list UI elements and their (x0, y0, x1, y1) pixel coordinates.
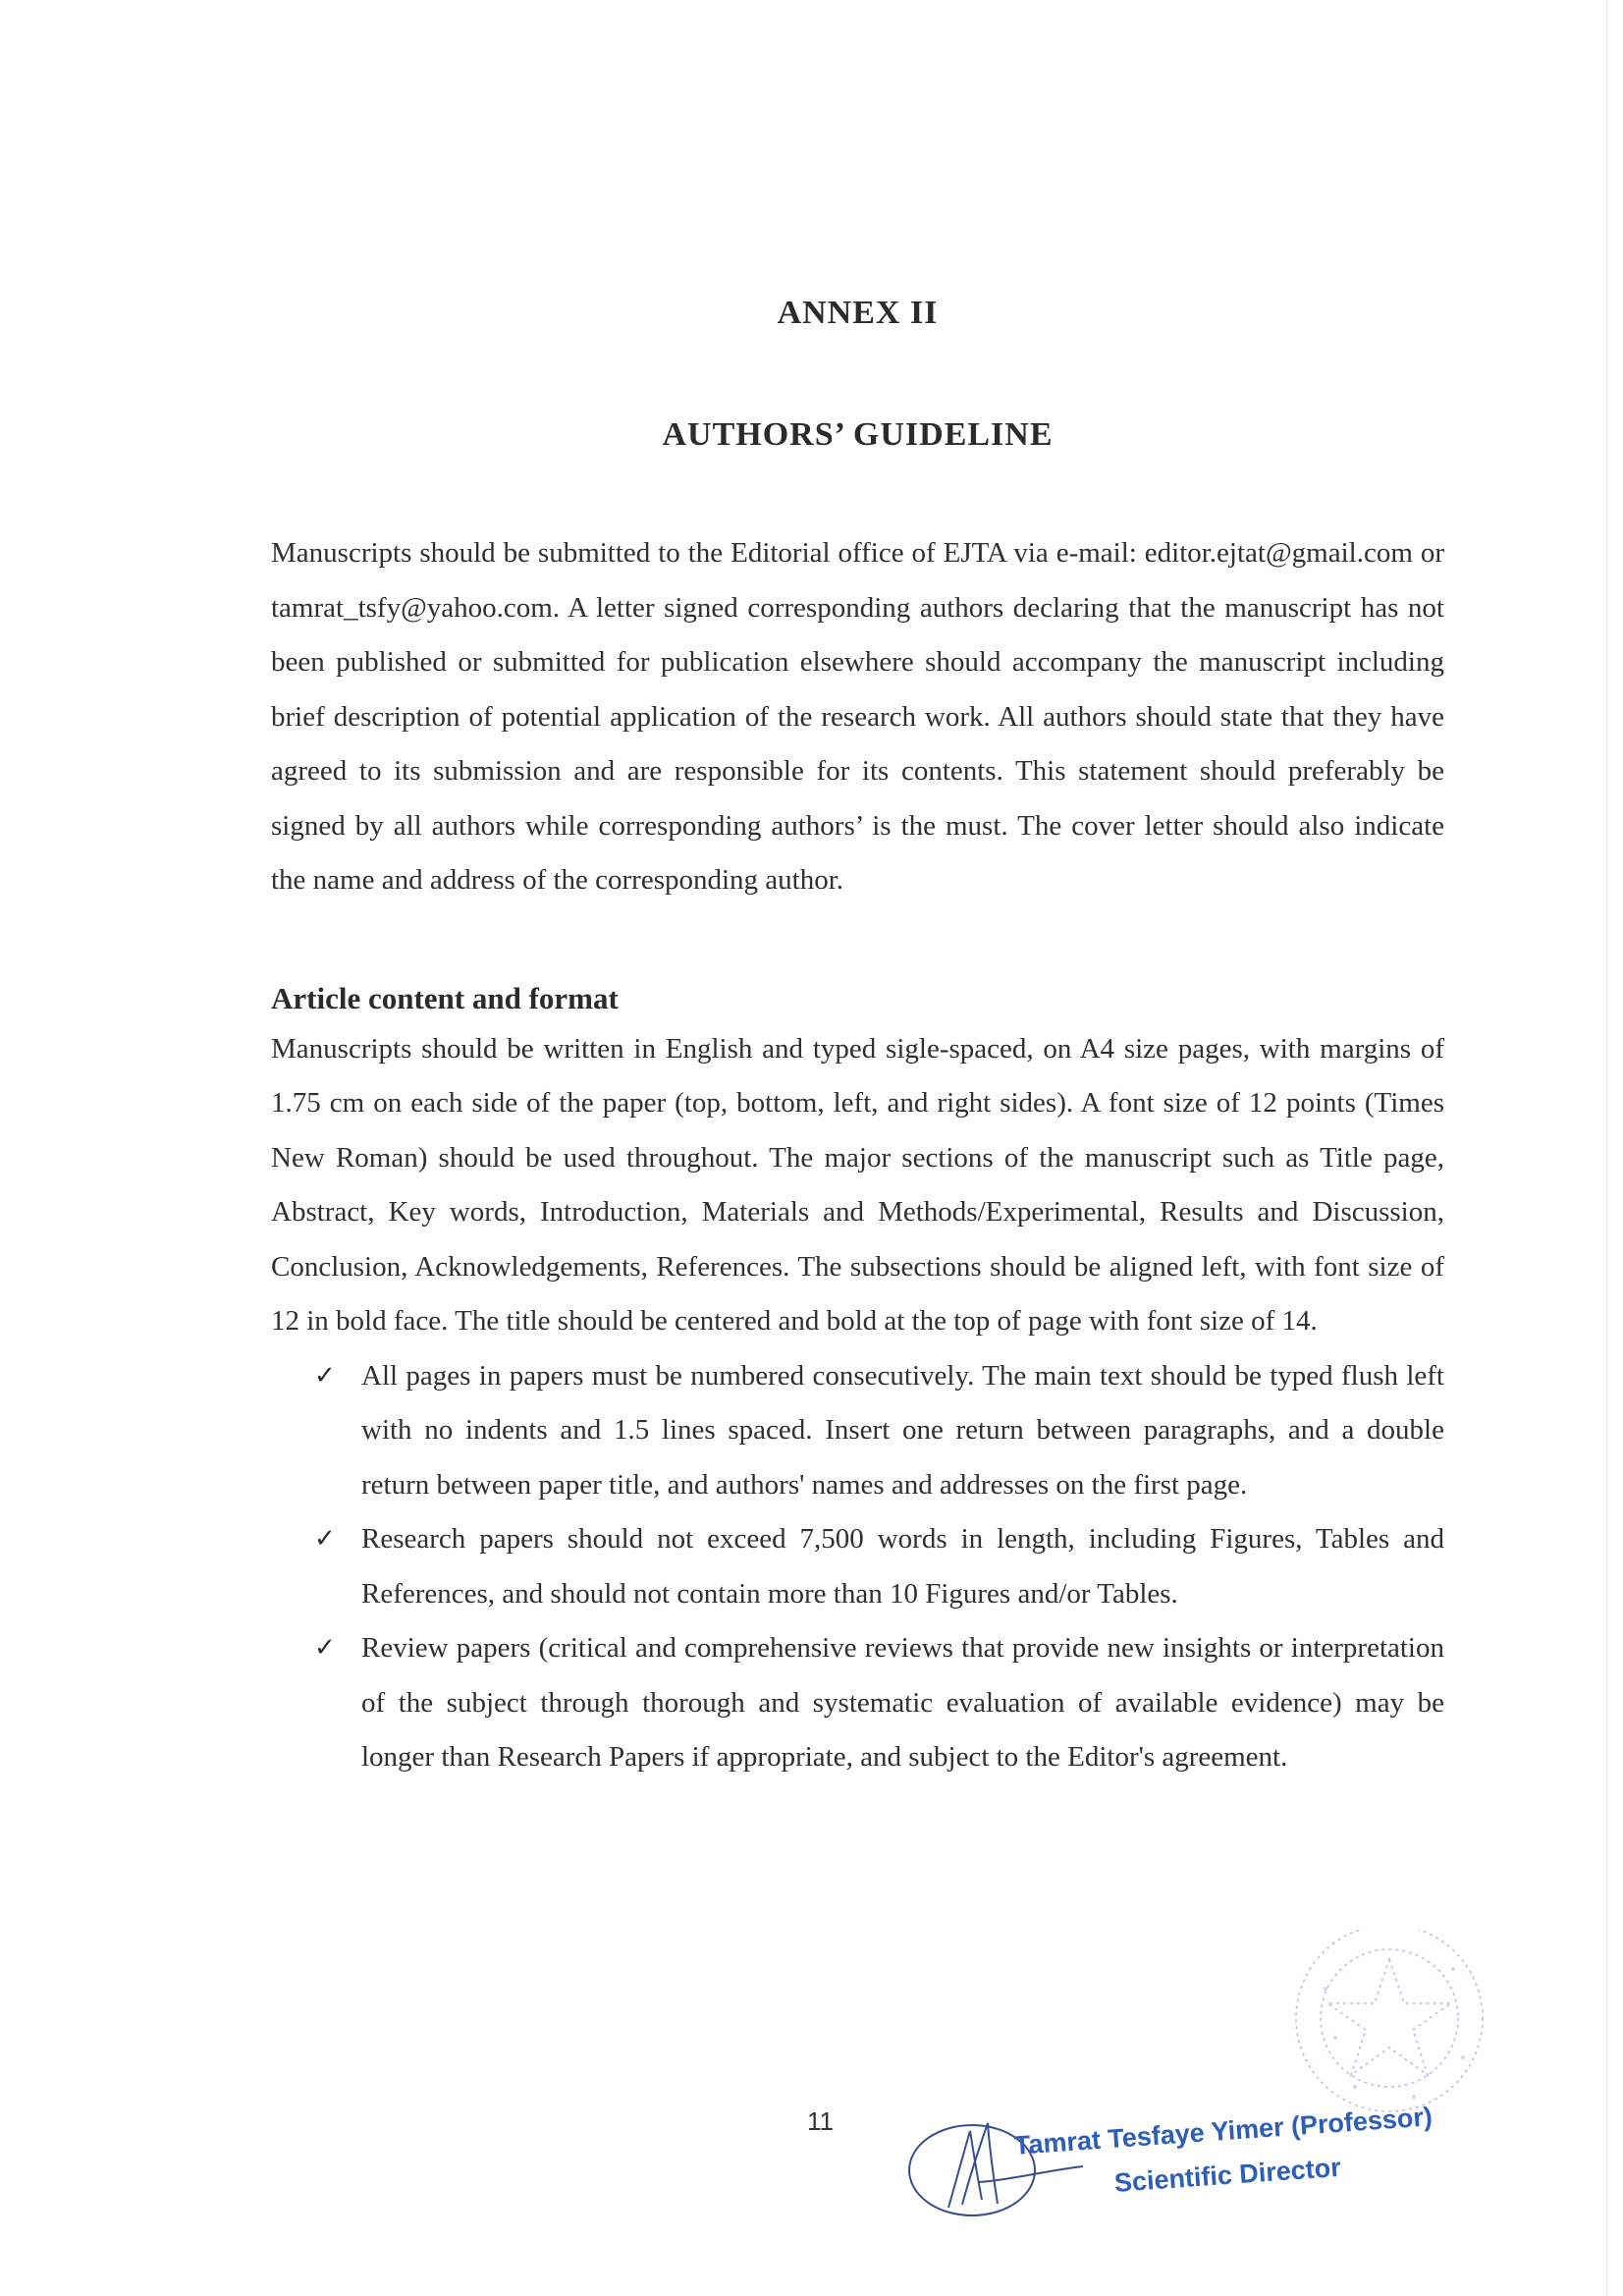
signatory-title: Scientific Director (1113, 2152, 1342, 2198)
guideline-title: AUTHORS’ GUIDELINE (662, 416, 1054, 453)
page-edge-line (1606, 0, 1607, 2296)
intro-paragraph: Manuscripts should be submitted to the Editorial office of EJTA via e-mail: editor.ejtat@gmail.com or tamrat_tsfy@yahoo.com. A letter signed corresponding authors declaring that the manuscript has not been published or submitted for publication elsewhere should accompany the manuscript including brief description of potential application of the research work. All authors should state that they have agreed to its submission and are responsible for its contents. This statement should preferably be signed by all authors while corresponding authors’ is the must. The cover letter should also indicate the name and address of the corresponding author. (271, 537, 1444, 896)
section-heading-article-content: Article content and format (271, 980, 619, 1015)
checklist-item (271, 1349, 1444, 1513)
annex-title: ANNEX II (777, 295, 939, 331)
checklist-item (271, 1512, 1444, 1621)
checkmark-icon: ✓ (314, 1360, 336, 1391)
checkmark-icon: ✓ (314, 1633, 336, 1663)
page-number: 11 (807, 2106, 834, 2136)
format-paragraph: Manuscripts should be written in English and typed sigle-spaced, on A4 size pages, with margins of 1.75 cm on each side of the paper (top, bottom, left, and right sides). A font size of 12 points (Times New Roman) should be used throughout. The major sections of the manuscript such as Title page, Abstract, Key words, Introduction, Materials and Methods/Experimental, Results and Discussion, Conclusion, Acknowledgements, References. The subsections should be aligned left, with font size of 12 in bold face. The title should be centered and bold at the top of page with font size of 14. (271, 1032, 1444, 1337)
checklist-item-text: Research papers should not exceed 7,500 words in length, including Figures, Tables and References, and should not contain more than 10 Figures and/or Tables. (361, 1523, 1444, 1610)
checklist-item (271, 1621, 1444, 1785)
checklist-item-text: All pages in papers must be numbered consecutively. The main text should be typed flush left with no indents and 1.5 lines spaced. Insert one return between paragraphs, and a double return between paper title, and authors' names and addresses on the first page. (361, 1359, 1444, 1501)
guideline-checklist (271, 1349, 1444, 1785)
document-body (271, 295, 1444, 1785)
checkmark-icon: ✓ (314, 1524, 336, 1554)
signatory-name: Tamrat Tesfaye Yimer (Professor) (1013, 2102, 1434, 2160)
checklist-item-text: Review papers (critical and comprehensive reviews that provide new insights or interpretation of the subject through thorough and systematic evaluation of available evidence) may be longer than Research Papers if appropriate, and subject to the Editor's agreement. (361, 1632, 1444, 1773)
handwritten-signature-icon (901, 2102, 1088, 2224)
